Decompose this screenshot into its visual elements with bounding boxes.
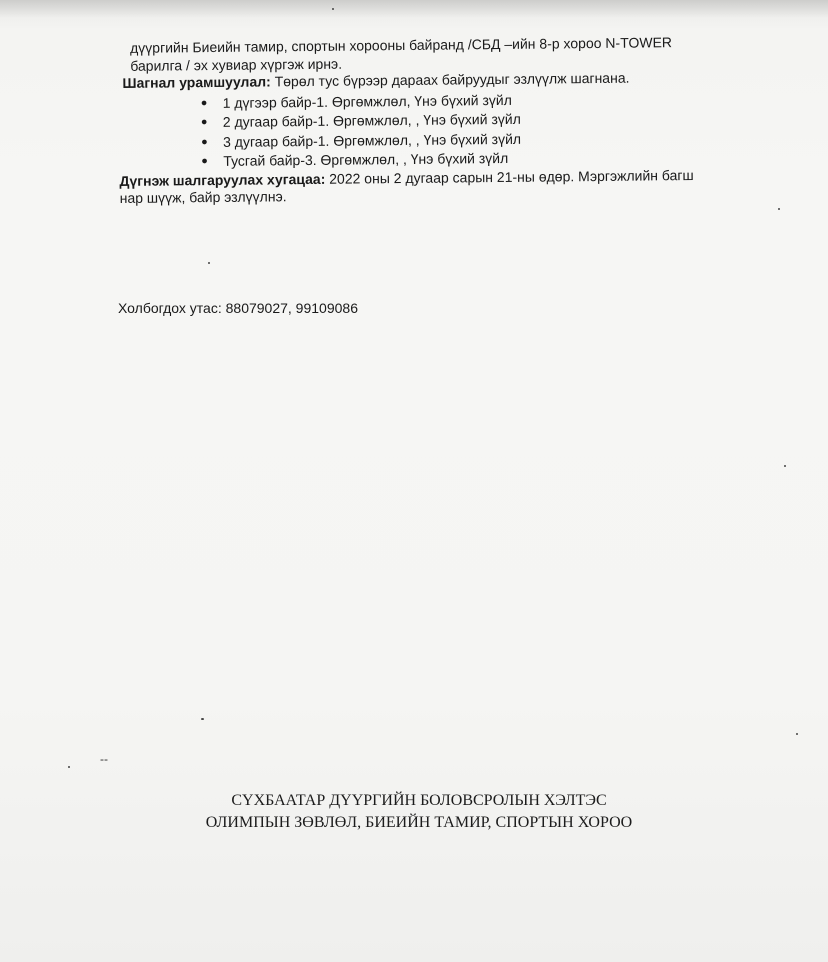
bullet-icon: ● <box>201 135 208 148</box>
award-item-text: 3 дугаар байр-1. Өргөмжлөл, , Үнэ бүхий зүйл <box>222 130 522 150</box>
bullet-icon: ● <box>201 155 208 168</box>
paragraph-line-2: барилга / эх хувиар хүргэж ирнэ. <box>130 55 343 74</box>
deadline-line-2: нар шүүж, байр эзлүүлнэ. <box>119 188 287 206</box>
dash-mark: -- <box>100 752 108 766</box>
bullet-icon: ● <box>200 116 208 129</box>
footer-line-1: СҮХБААТАР ДҮҮРГИЙН БОЛОВСРОЛЫН ХЭЛТЭС <box>231 792 607 809</box>
scan-speck <box>201 718 204 720</box>
deadline-heading: Дүгнэж шалгаруулах хугацаа: <box>119 170 326 189</box>
contact-phone: Холбогдох утас: 88079027, 99109086 <box>118 300 358 316</box>
awards-heading: Шагнал урамшуулал: <box>122 73 271 91</box>
page-edge-shadow <box>0 0 828 18</box>
footer-line-2: ОЛИМПЫН ЗӨВЛӨЛ, БИЕИЙН ТАМИР, СПОРТЫН ХОРОО <box>205 814 633 831</box>
paragraph-line-1: дүүргийн Биеийн тамир, спортын хорооны байранд /СБД –ийн 8-р хороо N-TOWER <box>129 34 673 56</box>
awards-list <box>119 88 760 173</box>
deadline-text: 2022 оны 2 дугаар сарын 21-ны өдөр. Мэргэжлийн багш <box>325 166 694 187</box>
footer-organization <box>0 790 828 834</box>
scan-speck <box>796 733 798 735</box>
award-item-text: 1 дүгээр байр-1. Өргөмжлөл, Үнэ бүхий зүйл <box>222 91 512 111</box>
award-item-text: Тусгай байр-3. Өргөмжлөл, , Үнэ бүхий зүйл <box>223 149 509 169</box>
scan-speck <box>778 208 780 210</box>
document-body <box>118 33 760 207</box>
scan-speck <box>68 766 70 768</box>
awards-text: Төрөл тус бүрээр дараах байруудыг эзлүүлж шагнана. <box>270 69 630 90</box>
scan-speck <box>208 262 210 264</box>
bullet-icon: ● <box>200 96 208 109</box>
scan-speck <box>784 465 786 467</box>
award-item-text: 2 дугаар байр-1. Өргөмжлөл, , Үнэ бүхий зүйл <box>222 110 521 130</box>
scan-speck <box>332 8 334 10</box>
